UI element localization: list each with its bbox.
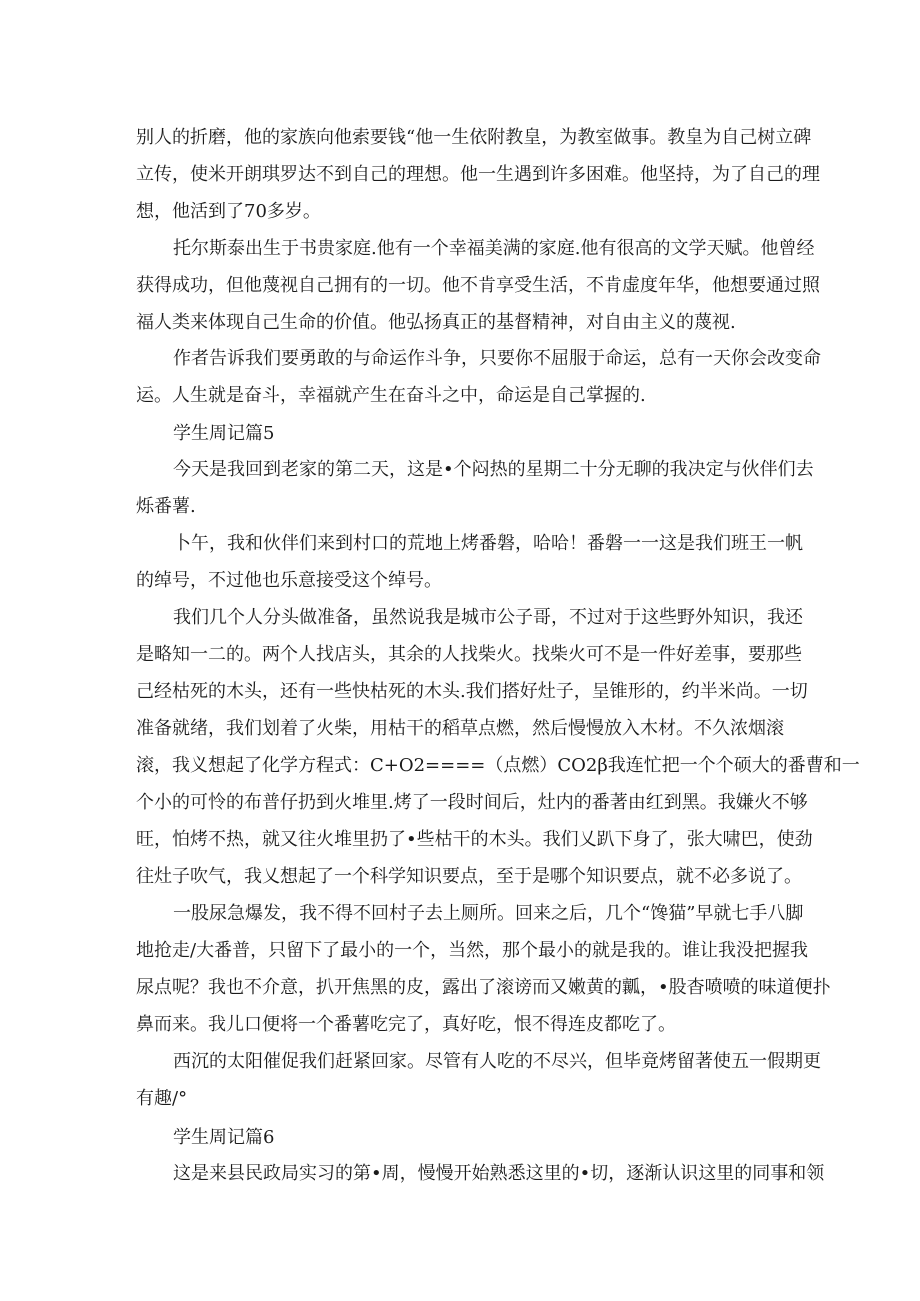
text-line: 准备就绪，我们划着了火柴，用枯干的稻草点燃，然后慢慢放入木材。不久浓烟滚	[136, 718, 784, 739]
text-line: 的绰号，不过他也乐意接受这个绰号。	[136, 570, 442, 591]
text-line: 西沉的太阳催促我们赶紧回家。尽管有人吃的不尽兴，但毕竟烤留著使五一假期更	[173, 1051, 821, 1072]
text-line: 地抢走/大番普，只留下了最小的一个，当然，那个最小的就是我的。谁让我没把握我	[136, 940, 809, 961]
section-heading-5: 学生周记篇5	[173, 423, 275, 444]
text-line: 己经枯死的木头，还有一些快枯死的木头.我们搭好灶子，呈锥形的，约半米尚。一切	[136, 681, 808, 702]
paragraph-tolstoy	[136, 230, 820, 341]
text-line: 一股尿急爆发，我不得不回村子去上厕所。回来之后，几个“馋猫”早就七手八脚	[173, 903, 804, 924]
text-line: 尿点呢？我也不介意，扒开焦黑的皮，露出了滚谤而又嫩黄的瓤，•股杳喷喷的味道便扑	[136, 977, 831, 998]
text-line: 往灶子吹气，我乂想起了一个科学知识要点，至于是哪个知识要点，就不必多说了。	[136, 866, 802, 887]
text-line: 作者告诉我们要勇敢的与命运作斗争，只要你不屈服于命运，总有一天你会改变命	[173, 348, 821, 369]
text-line: 我们几个人分头做准备，虽然说我是城市公子哥，不过对于这些野外知识，我还	[173, 607, 803, 628]
paragraph-michelangelo	[136, 119, 820, 230]
paragraph-afternoon	[136, 525, 803, 599]
section-heading-6: 学生周记篇6	[173, 1127, 275, 1148]
paragraph-intro-day	[136, 451, 814, 525]
text-line: 有趣/°	[136, 1088, 188, 1109]
text-line: 获得成功，但他蔑视自己拥有的一切。他不肯享受生活，不肯虚度年华，他想要通过照	[136, 275, 820, 296]
text-line: 烁番薯.	[136, 496, 196, 517]
text-line: 鼻而来。我儿口便将一个番薯吃完了，真好吃，恨不得连皮都吃了。	[136, 1014, 676, 1035]
text-line: 旺，怕烤不热，就又往火堆里扔了•些枯干的木头。我们乂趴下身了，张大啸巴，使劲	[136, 829, 813, 850]
text-line: 托尔斯泰出生于书贵家庭.他有一个幸福美满的家庭.他有很高的文学天赋。他曾经	[173, 238, 815, 259]
paragraph-internship	[136, 1155, 825, 1192]
text-line: 这是来县民政局实习的第•周，慢慢开始熟悉这里的•切，逐渐认识这里的同事和领	[173, 1163, 825, 1184]
text-line: 个小的可怜的布普仔扔到火堆里.烤了一段时间后，灶内的番著由红到黑。我嫌火不够	[136, 792, 808, 813]
text-line: 想，他活到了70多岁。	[136, 201, 321, 222]
text-line: 别人的折磨，他的家族向他索要钱“他一生依附教皇，为教室做事。教皇为自己树立碑	[136, 127, 812, 148]
text-line: 今天是我回到老家的第二天，这是•个闷热的星期二十分无聊的我决定与伙伴们去	[173, 459, 814, 480]
paragraph-eating	[136, 895, 831, 1043]
text-line: 卜午，我和伙伴们来到村口的荒地上烤番磐，哈哈！番磐一一这是我们班王一帆	[173, 533, 803, 554]
text-line: 滚，我义想起了化学方程式：C+O2====（点燃）CO2β我连忙把一个个硕大的番曹和一	[136, 755, 860, 776]
paragraph-author-conclusion	[136, 340, 821, 414]
paragraph-sunset	[136, 1043, 821, 1117]
text-line: 立传，使米开朗琪罗达不到自己的理想。他一生遇到许多困难。他坚持，为了自己的理	[136, 164, 820, 185]
text-line: 是略知一二的。两个人找店头，其余的人找柴火。找柴火可不是一件好差事，要那些	[136, 644, 802, 665]
text-line: 福人类来体现自己生命的价值。他弘扬真正的基督精神，对自由主义的蔑视.	[136, 312, 736, 333]
paragraph-preparation	[136, 599, 860, 895]
text-line: 运。人生就是奋斗，幸福就产生在奋斗之中，命运是自己掌握的.	[136, 385, 646, 406]
